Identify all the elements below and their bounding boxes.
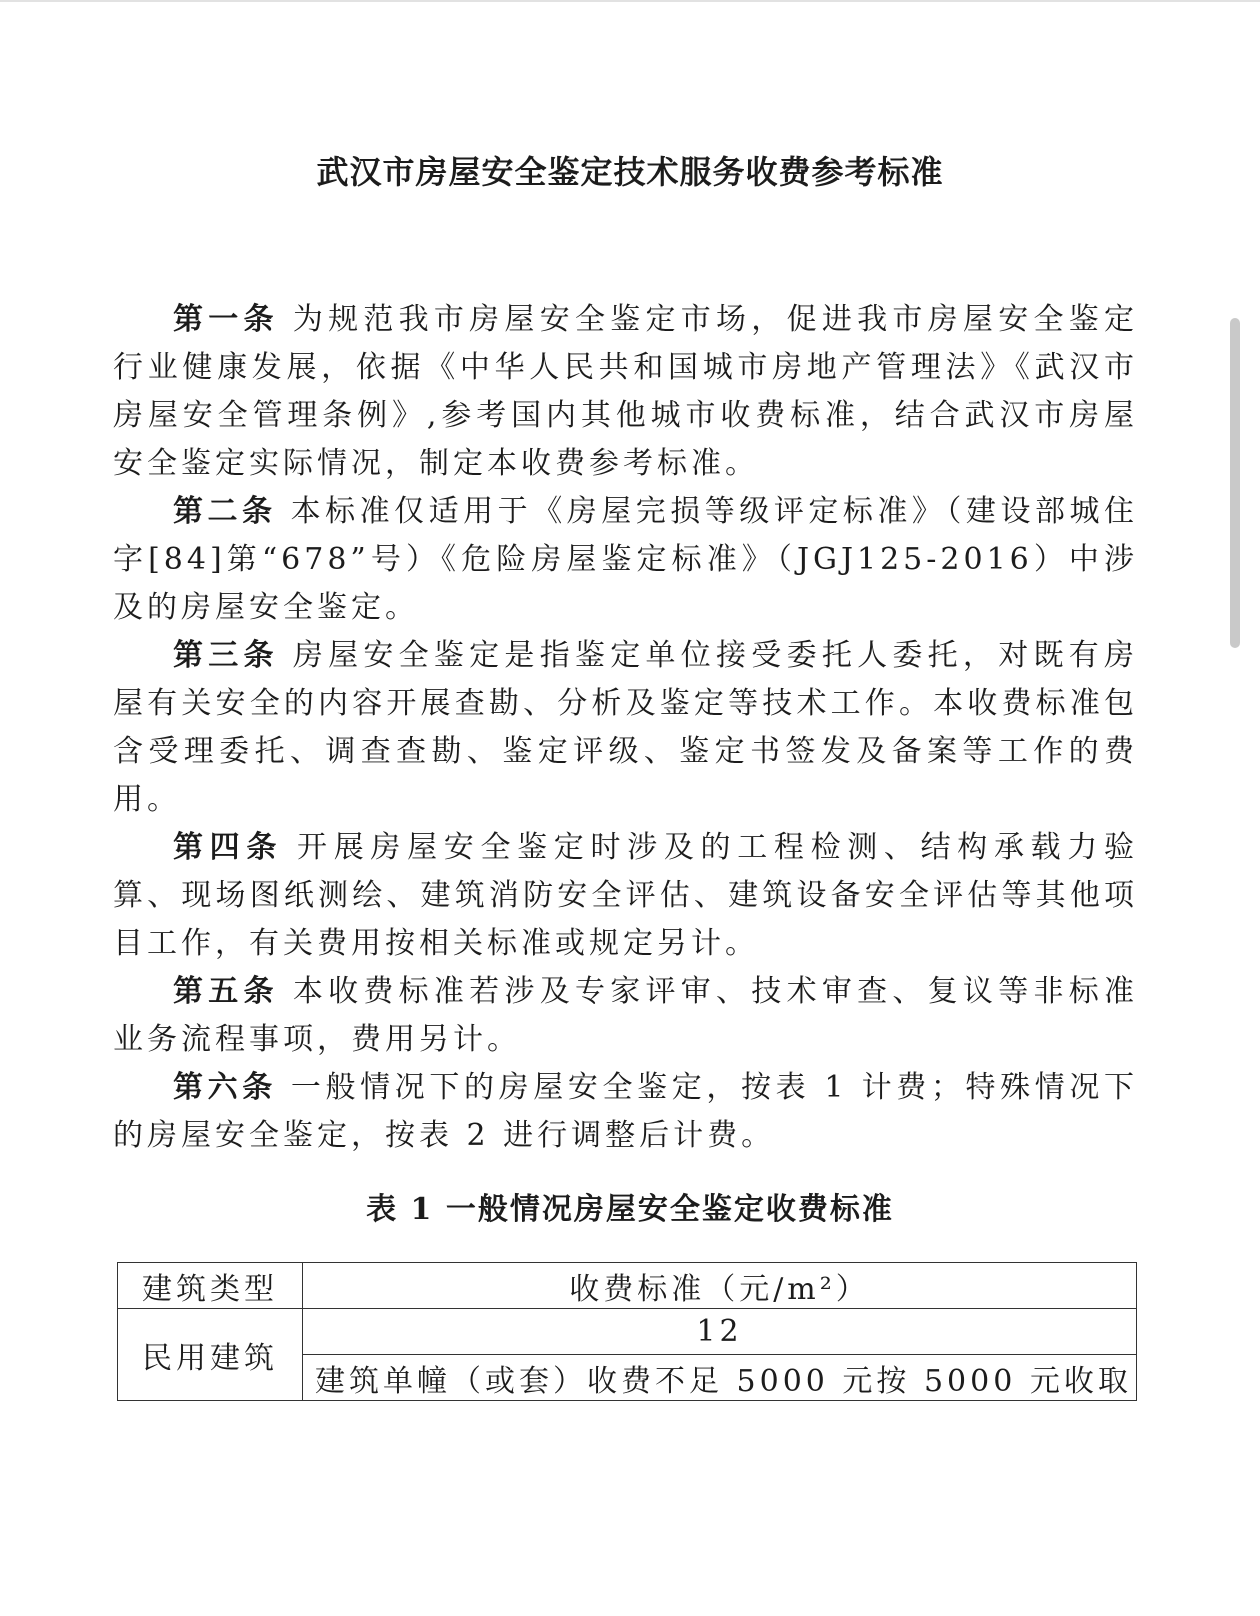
- article-5-label: 第五条: [173, 974, 279, 1009]
- article-5-text: 本收费标准若涉及专家评审、技术审查、复议等非标准业务流程事项，费用另计。: [113, 974, 1139, 1057]
- cell-fee-value: 12: [303, 1309, 1137, 1355]
- article-2-label: 第二条: [173, 494, 277, 529]
- cell-fee-note: 建筑单幢（或套）收费不足 5000 元按 5000 元收取: [303, 1355, 1137, 1401]
- article-5: [113, 968, 1138, 1064]
- article-1-label: 第一条: [173, 302, 279, 337]
- fee-table: [117, 1262, 1137, 1401]
- article-3-label: 第三条: [173, 638, 279, 673]
- document-title: 武汉市房屋安全鉴定技术服务收费参考标准: [316, 153, 944, 191]
- article-6-text: 一般情况下的房屋安全鉴定，按表 1 计费；特殊情况下的房屋安全鉴定，按表 2 进行调整后计费。: [113, 1070, 1138, 1153]
- article-4-text: 开展房屋安全鉴定时涉及的工程检测、结构承载力验算、现场图纸测绘、建筑消防安全评估、建筑设备安全评估等其他项目工作，有关费用按相关标准或规定另计。: [113, 830, 1139, 961]
- header-building-type: 建筑类型: [118, 1263, 303, 1309]
- article-2: [113, 488, 1138, 632]
- articles-section: [113, 296, 1138, 1160]
- table-header-row: [118, 1263, 1137, 1309]
- table-row: [118, 1309, 1137, 1355]
- article-2-text: 本标准仅适用于《房屋完损等级评定标准》（建设部城住字[84]第“678”号）《危险房屋鉴定标准》（JGJ125-2016）中涉及的房屋安全鉴定。: [113, 494, 1139, 625]
- header-fee-standard: 收费标准（元/m²）: [303, 1263, 1137, 1309]
- article-4-label: 第四条: [173, 830, 284, 865]
- top-border: [0, 0, 1260, 2]
- article-6: [113, 1064, 1138, 1160]
- article-1-text: 为规范我市房屋安全鉴定市场，促进我市房屋安全鉴定行业健康发展，依据《中华人民共和国城市房地产管理法》《武汉市房屋安全管理条例》,参考国内其他城市收费标准，结合武汉市房屋安全鉴定实际情况，制定本收费参考标准。: [113, 302, 1139, 481]
- vertical-scrollbar[interactable]: [1230, 318, 1240, 648]
- article-6-label: 第六条: [173, 1070, 277, 1105]
- table-title: 表 1 一般情况房屋安全鉴定收费标准: [366, 1192, 894, 1227]
- cell-building-type: 民用建筑: [118, 1309, 303, 1401]
- article-4: [113, 824, 1138, 968]
- article-3-text: 房屋安全鉴定是指鉴定单位接受委托人委托，对既有房屋有关安全的内容开展查勘、分析及鉴定等技术工作。本收费标准包含受理委托、调查查勘、鉴定评级、鉴定书签发及备案等工作的费用。: [113, 638, 1139, 817]
- article-3: [113, 632, 1138, 824]
- article-1: [113, 296, 1138, 488]
